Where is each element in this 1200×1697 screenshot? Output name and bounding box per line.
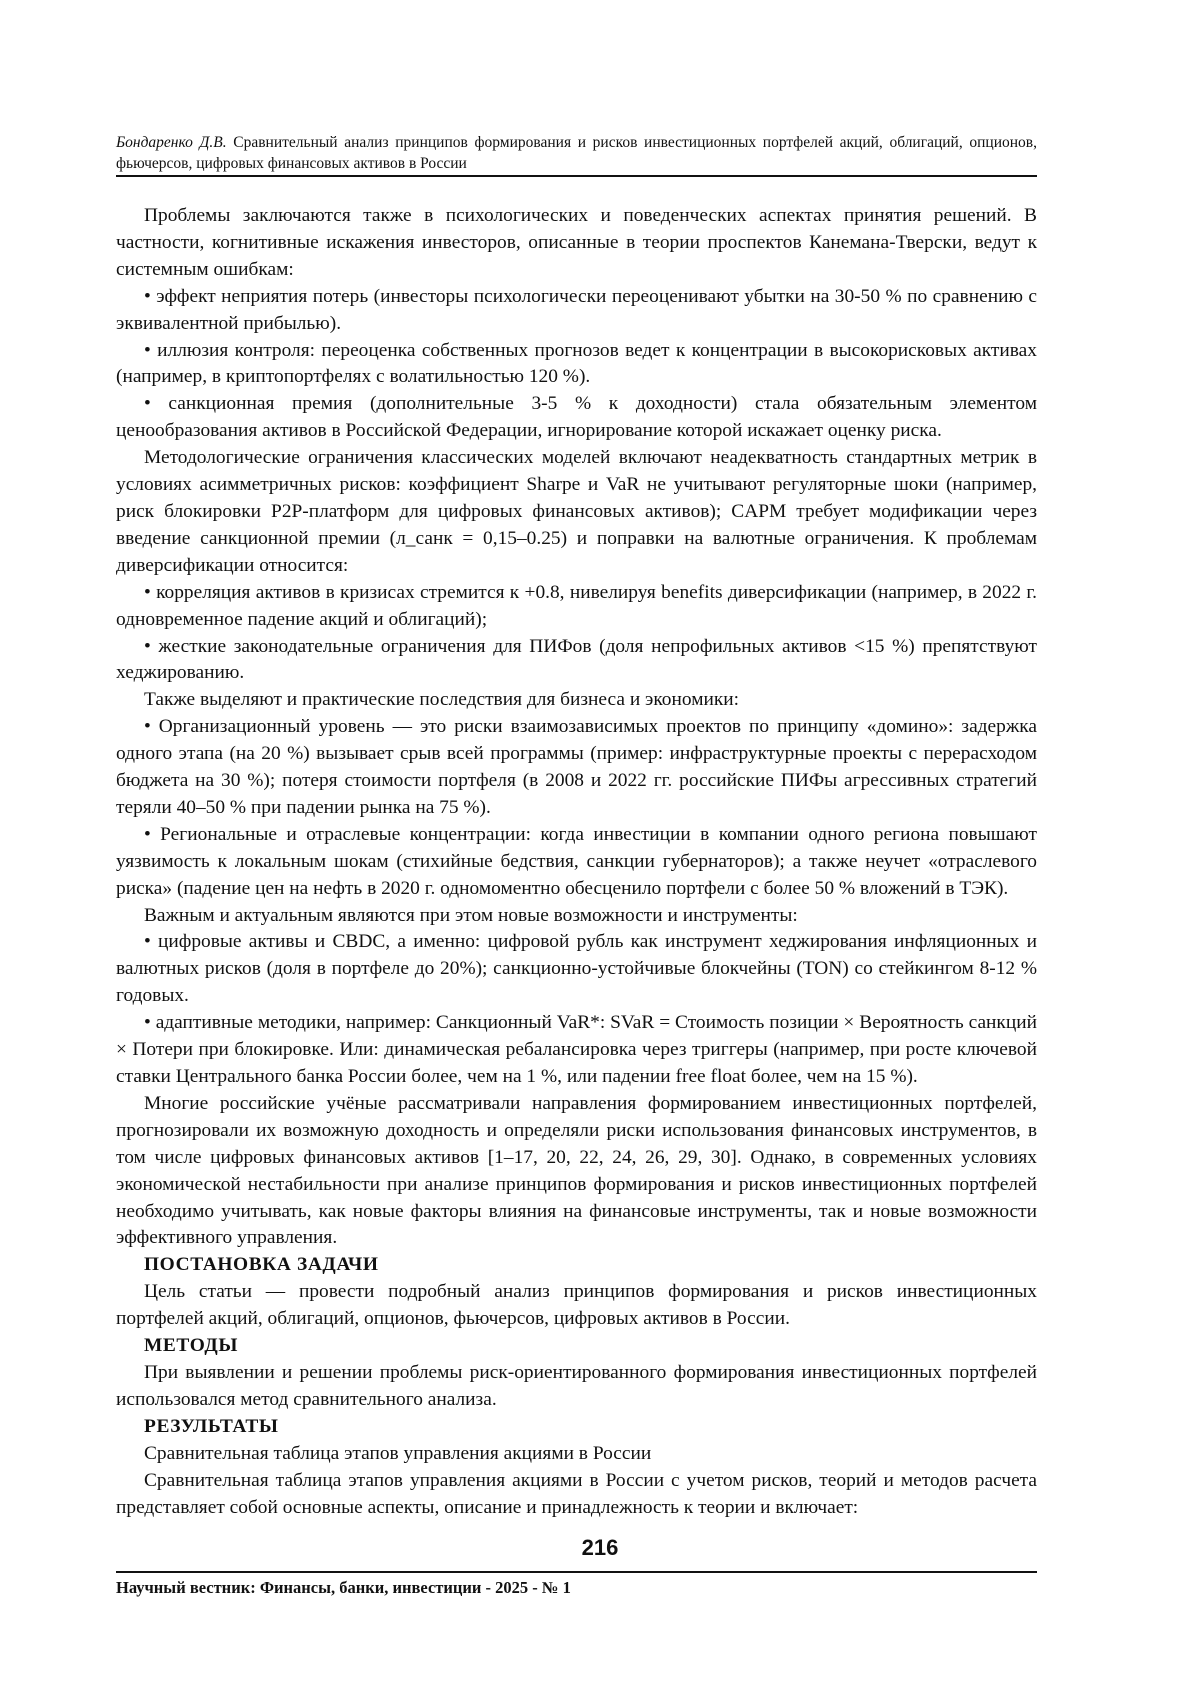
running-head-title: Сравнительный анализ принципов формирования и рисков инвестиционных портфелей акций, облигаций, опционов, фьючерсов, цифровых финансовых активов в России [116,134,1037,172]
header-rule [116,175,1037,177]
bullet-legal-restrictions: • жесткие законодательные ограничения для ПИФов (доля непрофильных активов <15 %) препятствуют хеджированию. [116,635,1037,684]
heading-results: РЕЗУЛЬТАТЫ [144,1415,279,1437]
paragraph-table-intro: Сравнительная таблица этапов управления акциями в России с учетом рисков, теорий и методов расчета представляет собой основные аспекты, описание и принадлежность к теории и включает: [116,1469,1037,1518]
footer-rule [116,1571,1037,1573]
paragraph-methodological-limits: Методологические ограничения классических моделей включают неадекватность стандартных метрик в условиях асимметричных рисков: коэффициент Sharpe и VaR не учитывают регуляторные шоки (например, риск блокировки P2P-платформ для цифровых финансовых активов); CAPM требует модификации через введение санкционной премии (л_санк = 0,15–0.25) и поправки на валютные ограничения. К проблемам диверсификации относится: [116,447,1037,576]
paragraph-methods: При выявлении и решении проблемы риск-ориентированного формирования инвестиционных портфелей использовался метод сравнительного анализа. [116,1361,1037,1410]
paragraph-table-caption: Сравнительная таблица этапов управления акциями в России [144,1442,652,1464]
paragraph-new-opportunities: Важным и актуальным являются при этом новые возможности и инструменты: [144,904,798,926]
article-body [116,203,1037,1521]
bullet-digital-assets-cbdc: • цифровые активы и CBDC, а именно: цифровой рубль как инструмент хеджирования инфляционных и валютных рисков (доля в портфеле до 20%); санкционно-устойчивые блокчейны (TON) со стейкингом 8-12 % годовых. [116,931,1037,1007]
bullet-crisis-correlation: • корреляция активов в кризисах стремится к +0.8, нивелируя benefits диверсификации (например, в 2022 г. одновременное падение акций и облигаций); [116,581,1037,630]
page-number: 216 [581,1535,619,1560]
journal-footer: Научный вестник: Финансы, банки, инвестиции - 2025 - № 1 [116,1578,571,1597]
running-head [116,132,1037,174]
paragraph-behavioral-aspects: Проблемы заключаются также в психологических и поведенческих аспектах принятия решений. В частности, когнитивные искажения инвесторов, описанные в теории проспектов Канемана-Тверски, ведут к системным ошибкам: [116,205,1037,280]
bullet-organizational-level: • Организационный уровень — это риски взаимозависимых проектов по принципу «домино»: задержка одного этапа (на 20 %) вызывает срыв всей программы (пример: инфраструктурные проекты с перерасходом бюджета на 30 %); потеря стоимости портфеля (в 2008 и 2022 гг. российские ПИФы агрессивных стратегий теряли 40–50 % при падении рынка на 75 %). [116,716,1037,818]
bullet-loss-aversion: • эффект неприятия потерь (инвесторы психологически переоценивают убытки на 30-50 % по сравнению с эквивалентной прибылью). [116,285,1037,334]
bullet-illusion-of-control: • иллюзия контроля: переоценка собственных прогнозов ведет к концентрации в высокорисковых активах (например, в криптопортфелях с волатильностью 120 %). [116,339,1037,388]
bullet-regional-concentration: • Региональные и отраслевые концентрации: когда инвестиции в компании одного региона повышают уязвимость к локальным шокам (стихийные бедствия, санкции губернаторов); а также неучет «отраслевого риска» (падение цен на нефть в 2020 г. одномоментно обесценило портфели с более 50 % вложений в ТЭК). [116,823,1037,899]
bullet-adaptive-methods: • адаптивные методики, например: Санкционный VaR*: SVaR = Стоимость позиции × Вероятность санкций × Потери при блокировке. Или: динамическая ребалансировка через триггеры (например, при росте ключевой ставки Центрального банка России более, чем на 1 %, или падении free float более, чем на 15 %). [116,1012,1037,1087]
paragraph-literature-review: Многие российские учёные рассматривали направления формированием инвестиционных портфелей, прогнозировали их возможную доходность и определяли риски использования финансовых инструментов, в том числе цифровых финансовых активов [1–17, 20, 22, 24, 26, 29, 30]. Однако, в современных условиях экономической нестабильности при анализе принципов формирования и рисков инвестиционных портфелей необходимо учитывать, как новые факторы влияния на финансовые инструменты, так и новые возможности эффективного управления. [116,1092,1037,1249]
bullet-sanction-premium: • санкционная премия (дополнительные 3-5 % к доходности) стала обязательным элементом ценообразования активов в Российской Федерации, игнорирование которой искажает оценку риска. [116,393,1037,442]
paragraph-article-goal: Цель статьи — провести подробный анализ принципов формирования и рисков инвестиционных портфелей акций, облигаций, опционов, фьючерсов, цифровых активов в России. [116,1281,1037,1330]
heading-problem-statement: ПОСТАНОВКА ЗАДАЧИ [144,1254,379,1276]
paragraph-practical-consequences: Также выделяют и практические последствия для бизнеса и экономики: [144,689,740,711]
heading-methods: МЕТОДЫ [144,1335,239,1357]
running-head-author: Бондаренко Д.В. [116,134,227,151]
